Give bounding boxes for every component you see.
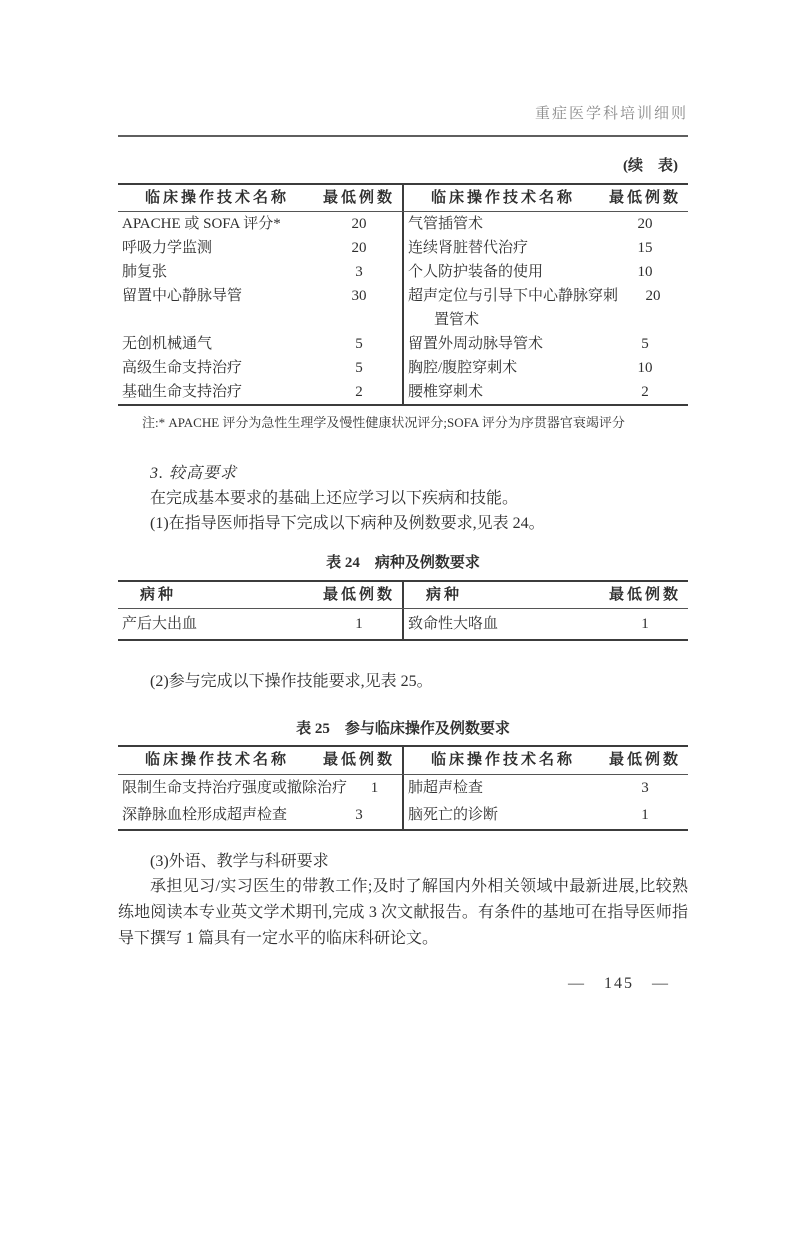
table-header-row <box>118 582 688 609</box>
table-header-left-half <box>118 582 404 608</box>
table-row-left-half <box>118 236 404 260</box>
table-header-right-half <box>404 747 688 774</box>
cell-procedure-name: 肺超声检查 <box>408 780 484 796</box>
table-row-right-half <box>404 609 688 639</box>
cell-min-cases <box>316 308 402 332</box>
cell-min-cases: 20 <box>351 240 367 256</box>
requirements-paragraph: 承担见习/实习医生的带教工作;及时了解国内外相关领域中最新进展,比较熟练地阅读本专业英文学术期刊,完成 3 次文献报告。有条件的基地可在指导医师指导下撰写 1 篇具有一定水平的临床科研论文。 <box>118 878 688 947</box>
cell-procedure-name: 腰椎穿刺术 <box>408 384 484 400</box>
column-header-procedure-name: 临床操作技术名称 <box>144 752 289 768</box>
column-header-min-cases: 最低例数 <box>608 752 681 768</box>
table-header-right-half <box>404 185 688 211</box>
cell-min-cases <box>602 308 688 332</box>
cell-procedure-name: 产后大出血 <box>122 616 198 632</box>
column-header-min-cases: 最低例数 <box>322 190 395 206</box>
section-heading: 3. 较高要求 <box>150 465 238 482</box>
cell-min-cases: 5 <box>355 360 363 376</box>
header-rule <box>118 135 688 137</box>
page-number: — 145 — <box>567 975 670 992</box>
table25-procedures <box>118 745 688 831</box>
table-row <box>118 212 688 236</box>
cell-procedure-name: 高级生命支持治疗 <box>122 360 243 376</box>
cell-min-cases: 3 <box>641 780 649 796</box>
cell-procedure-name: 留置中心静脉导管 <box>122 288 243 304</box>
column-header-min-cases: 最低例数 <box>322 587 395 603</box>
table-row <box>118 260 688 284</box>
cell-min-cases: 2 <box>355 384 363 400</box>
table-header-left-half <box>118 747 404 774</box>
table-body <box>118 775 688 829</box>
table-row-right-half <box>404 308 688 332</box>
table-row-left-half <box>118 802 404 829</box>
cell-procedure-name: 限制生命支持治疗强度或撤除治疗 <box>122 780 348 796</box>
cell-procedure-name: 深静脉血栓形成超声检查 <box>122 807 288 823</box>
cell-procedure-name: 气管插管术 <box>408 216 484 232</box>
cell-min-cases: 1 <box>641 616 649 632</box>
table-row-right-half <box>404 802 688 829</box>
table25-caption: 表 25 参与临床操作及例数要求 <box>296 721 510 737</box>
cell-min-cases: 1 <box>641 807 649 823</box>
table-row <box>118 775 688 802</box>
table-row <box>118 332 688 356</box>
table-row <box>118 356 688 380</box>
table24-caption: 表 24 病种及例数要求 <box>326 555 480 571</box>
cell-procedure-name: 超声定位与引导下中心静脉穿刺 <box>408 288 619 304</box>
table-footnote: 注:* APACHE 评分为急性生理学及慢性健康状况评分;SOFA 评分为序贯器官衰竭评分 <box>142 415 625 430</box>
cell-procedure-name: 连续肾脏替代治疗 <box>408 240 529 256</box>
table-row <box>118 609 688 639</box>
cell-procedure-name: 致命性大咯血 <box>408 616 499 632</box>
table-header-right-half <box>404 582 688 608</box>
table-row-left-half <box>118 260 404 284</box>
column-header-disease: 病种 <box>140 587 177 603</box>
cell-procedure-name: 脑死亡的诊断 <box>408 807 499 823</box>
column-header-min-cases: 最低例数 <box>608 190 681 206</box>
cell-min-cases: 30 <box>351 288 367 304</box>
table-row-left-half <box>118 308 404 332</box>
cell-min-cases: 10 <box>637 264 653 280</box>
cell-min-cases: 20 <box>645 288 661 304</box>
scanned-document-page <box>0 104 800 1235</box>
cell-min-cases: 2 <box>641 384 649 400</box>
cell-procedure-name: 留置外周动脉导管术 <box>408 336 544 352</box>
cell-procedure-name: 肺复张 <box>122 264 168 280</box>
table-row <box>118 236 688 260</box>
table-header-row <box>118 185 688 212</box>
table-row <box>118 284 688 308</box>
list-item-1: (1)在指导医师指导下完成以下病种及例数要求,见表 24。 <box>150 515 545 532</box>
cell-procedure-name: APACHE 或 SOFA 评分* <box>122 216 281 232</box>
table-header-row <box>118 747 688 775</box>
table-row-left-half <box>118 332 404 356</box>
table24-diseases <box>118 580 688 641</box>
cell-procedure-name: 个人防护装备的使用 <box>408 264 544 280</box>
cell-procedure-name: 胸腔/腹腔穿刺术 <box>408 360 518 376</box>
cell-min-cases: 1 <box>370 780 379 796</box>
cell-min-cases: 1 <box>355 616 363 632</box>
cell-procedure-name: 置管术 <box>434 312 480 328</box>
cell-procedure-name: 呼吸力学监测 <box>122 240 213 256</box>
cell-min-cases: 10 <box>637 360 653 376</box>
table-row-left-half <box>118 212 404 236</box>
table-row <box>118 380 688 404</box>
table-row-left-half <box>118 609 404 639</box>
cell-min-cases: 3 <box>355 264 363 280</box>
cell-min-cases: 20 <box>637 216 653 232</box>
section-intro-line: 在完成基本要求的基础上还应学习以下疾病和技能。 <box>150 490 519 507</box>
table-row-left-half <box>118 284 404 308</box>
column-header-procedure-name: 临床操作技术名称 <box>144 190 289 206</box>
table-row-right-half <box>404 775 688 802</box>
page-content <box>118 104 688 994</box>
table-row-right-half <box>404 260 688 284</box>
column-header-procedure-name: 临床操作技术名称 <box>430 752 575 768</box>
running-header-title: 重症医学科培训细则 <box>534 106 688 122</box>
cell-min-cases: 5 <box>355 336 363 352</box>
cell-procedure-name: 基础生命支持治疗 <box>122 384 243 400</box>
continued-procedures-table <box>118 183 688 406</box>
column-header-min-cases: 最低例数 <box>608 587 681 603</box>
cell-procedure-name <box>118 308 316 332</box>
cell-procedure-name: 无创机械通气 <box>122 336 213 352</box>
cell-min-cases: 3 <box>355 807 363 823</box>
table-row <box>118 308 688 332</box>
table-row-right-half <box>404 236 688 260</box>
list-item-2: (2)参与完成以下操作技能要求,见表 25。 <box>150 673 433 690</box>
table-row-right-half <box>404 332 688 356</box>
table-row-right-half <box>404 356 688 380</box>
column-header-procedure-name: 临床操作技术名称 <box>430 190 575 206</box>
cell-min-cases: 20 <box>351 216 367 232</box>
list-item-3-heading: (3)外语、教学与科研要求 <box>150 853 329 870</box>
continued-table-label: (续 表) <box>623 158 678 174</box>
table-row-left-half <box>118 775 404 802</box>
cell-min-cases: 15 <box>637 240 653 256</box>
table-body <box>118 212 688 404</box>
table-header-left-half <box>118 185 404 211</box>
table-row-right-half <box>404 380 688 404</box>
table-row-left-half <box>118 380 404 404</box>
column-header-disease: 病种 <box>426 587 463 603</box>
cell-min-cases: 5 <box>641 336 649 352</box>
table-row-right-half <box>404 284 688 308</box>
table-row-right-half <box>404 212 688 236</box>
table-row-left-half <box>118 356 404 380</box>
table-body <box>118 609 688 639</box>
column-header-min-cases: 最低例数 <box>322 752 395 768</box>
table-row <box>118 802 688 829</box>
